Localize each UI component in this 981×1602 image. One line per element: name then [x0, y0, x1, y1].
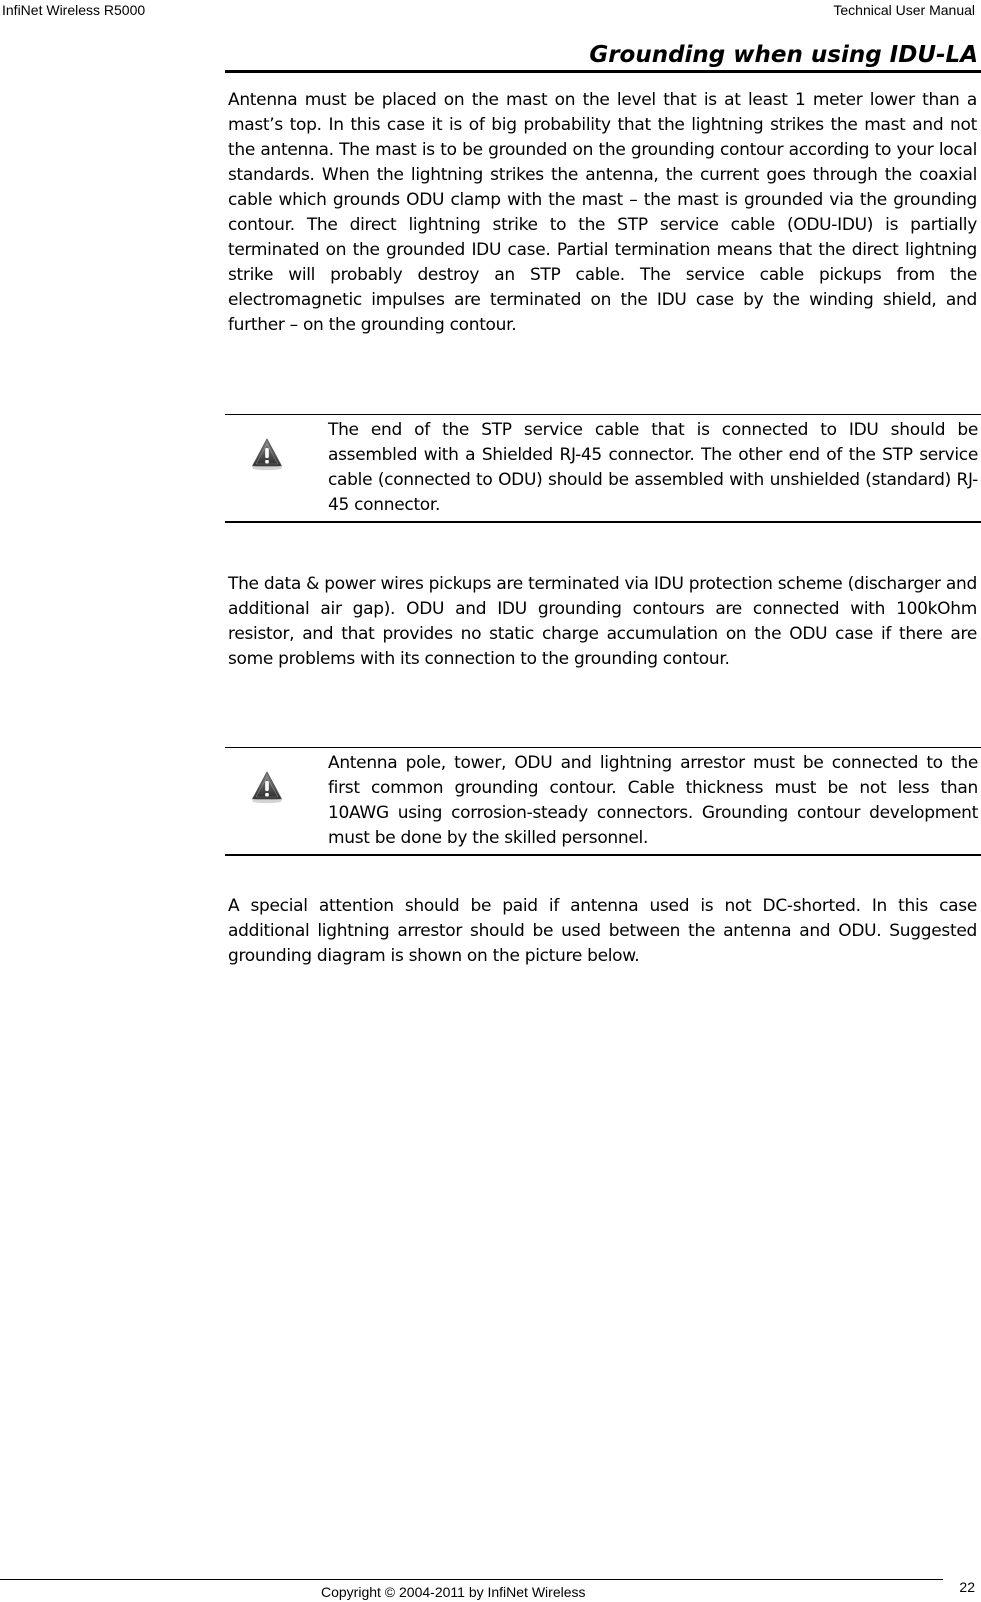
- page-number: 22: [959, 1579, 975, 1595]
- section-title: Grounding when using IDU-LA: [589, 42, 978, 68]
- warning-note-text: The end of the STP service cable that is connected to IDU should be assembled with a Shielded RJ-45 connector. The other end of the STP service cable (connected to ODU) should be assembled with unshielded (standard) RJ-45 connector.: [328, 420, 978, 515]
- footer-copyright: Copyright © 2004-2011 by InfiNet Wireless: [321, 1584, 586, 1600]
- warning-icon: [251, 770, 283, 804]
- body-paragraph-dc-shorted: A special attention should be paid if antenna used is not DC-shorted. In this case additional lightning arrestor should be used between the antenna and ODU. Suggested grounding diagram is shown on the picture below.: [228, 896, 977, 966]
- body-paragraph-wire-pickups: The data & power wires pickups are terminated via IDU protection scheme (discharger and additional air gap). ODU and IDU grounding contours are connected with 100kOhm resistor, and that provides no static charge accumulation on the ODU case if there are some problems with its connection to the grounding contour.: [228, 574, 977, 669]
- body-paragraph-mast-grounding: Antenna must be placed on the mast on the level that is at least 1 meter lower than a mast’s top. In this case it is of big probability that the lightning strikes the mast and not the antenna. The mast is to be grounded on the grounding contour according to your local standards. When the lightning strikes the antenna, the current goes through the coaxial cable which grounds ODU clamp with the mast – the mast is grounded via the grounding contour. The direct lightning strike to the STP service cable (ODU-IDU) is partially terminated on the grounded IDU case. Partial termination means that the direct lightning strike will probably destroy an STP cable. The service cable pickups from the electromagnetic impulses are terminated on the IDU case by the winding shield, and further – on the grounding contour.: [228, 90, 977, 335]
- warning-note-text: Antenna pole, tower, ODU and lightning arrestor must be connected to the first common grounding contour. Cable thickness must be not less than 10AWG using corrosion-steady connectors. Grounding contour development must be done by the skilled personnel.: [328, 753, 978, 848]
- footer-divider: [0, 1579, 943, 1580]
- header-document-title: Technical User Manual: [833, 2, 975, 18]
- warning-note-rj45: [225, 414, 981, 523]
- header-product-name: InfiNet Wireless R5000: [2, 2, 146, 18]
- warning-icon: [251, 437, 283, 471]
- warning-note-grounding-contour: [225, 747, 981, 856]
- title-underline: [225, 70, 981, 73]
